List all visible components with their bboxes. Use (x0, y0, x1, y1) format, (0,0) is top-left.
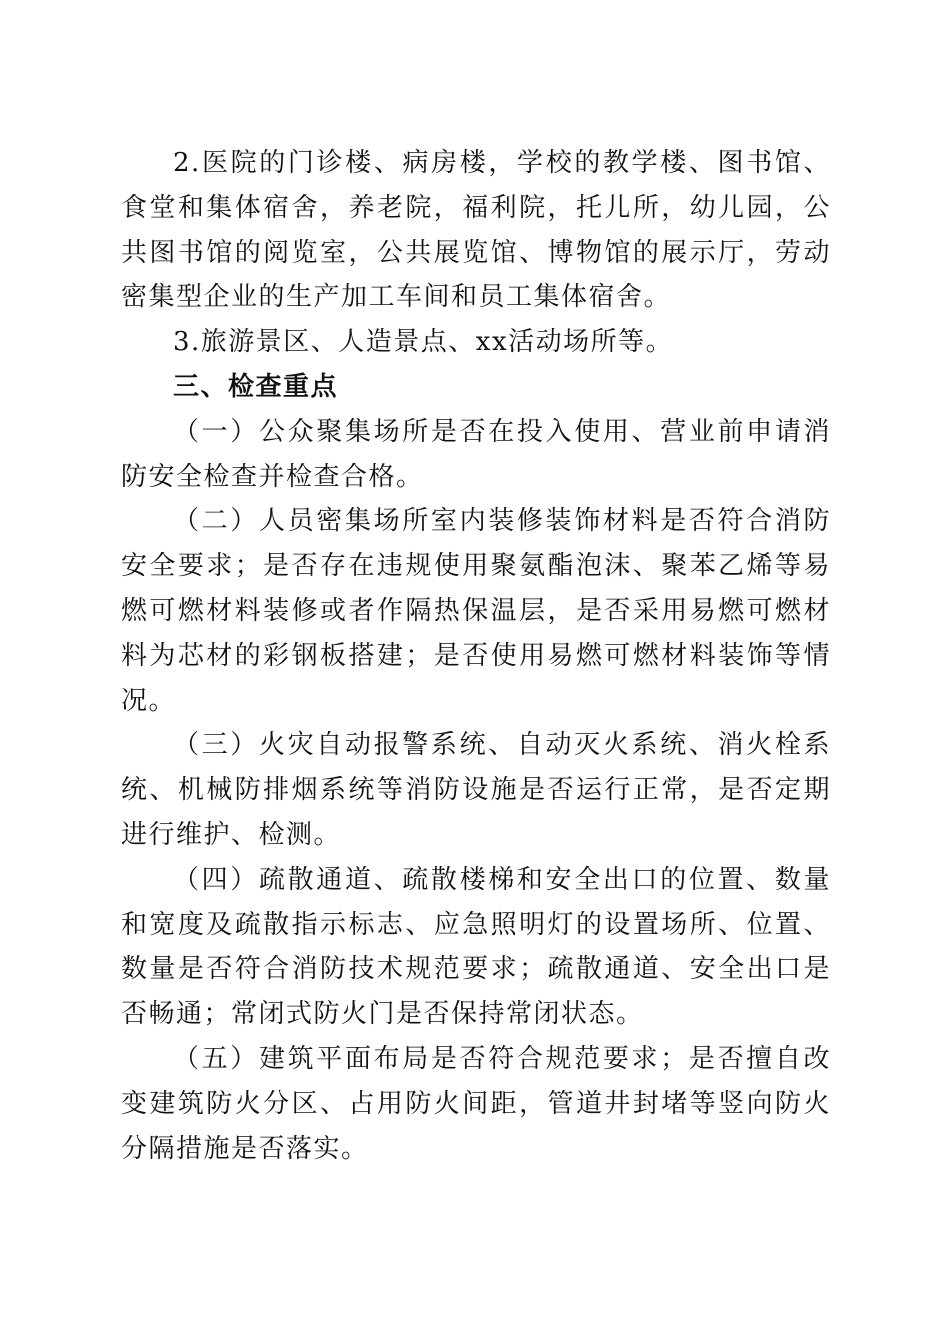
section-heading-inspection-focus: 三、检查重点 (173, 371, 339, 402)
paragraph-focus-5: （五）建筑平面布局是否符合规范要求；是否擅自改变建筑防火分区、占用防火间距，管道井封堵等竖向防火分隔措施是否落实。 (121, 1043, 831, 1164)
paragraph-focus-4: （四）疏散通道、疏散楼梯和安全出口的位置、数量和宽度及疏散指示标志、应急照明灯的设置场所、位置、数量是否符合消防技术规范要求；疏散通道、安全出口是否畅通；常闭式防火门是否保持常闭状态。 (121, 864, 831, 1030)
paragraph-focus-1: （一）公众聚集场所是否在投入使用、营业前申请消防安全检查并检查合格。 (121, 416, 831, 492)
document-body (121, 141, 831, 1171)
paragraph-item-3: 3.旅游景区、人造景点、xx活动场所等。 (173, 327, 674, 358)
paragraph-focus-3: （三）火灾自动报警系统、自动灭火系统、消火栓系统、机械防排烟系统等消防设施是否运行正常，是否定期进行维护、检测。 (121, 730, 831, 850)
paragraph-focus-2: （二）人员密集场所室内装修装饰材料是否符合消防安全要求；是否存在违规使用聚氨酯泡沫、聚苯乙烯等易燃可燃材料装修或者作隔热保温层，是否采用易燃可燃材料为芯材的彩钢板搭建；是否使用易燃可燃材料装饰等情况。 (121, 506, 831, 716)
paragraph-item-2: 2.医院的门诊楼、病房楼，学校的教学楼、图书馆、食堂和集体宿舍，养老院，福利院，托儿所，幼儿园，公共图书馆的阅览室，公共展览馆、博物馆的展示厅，劳动密集型企业的生产加工车间和员工集体宿舍。 (121, 148, 831, 313)
